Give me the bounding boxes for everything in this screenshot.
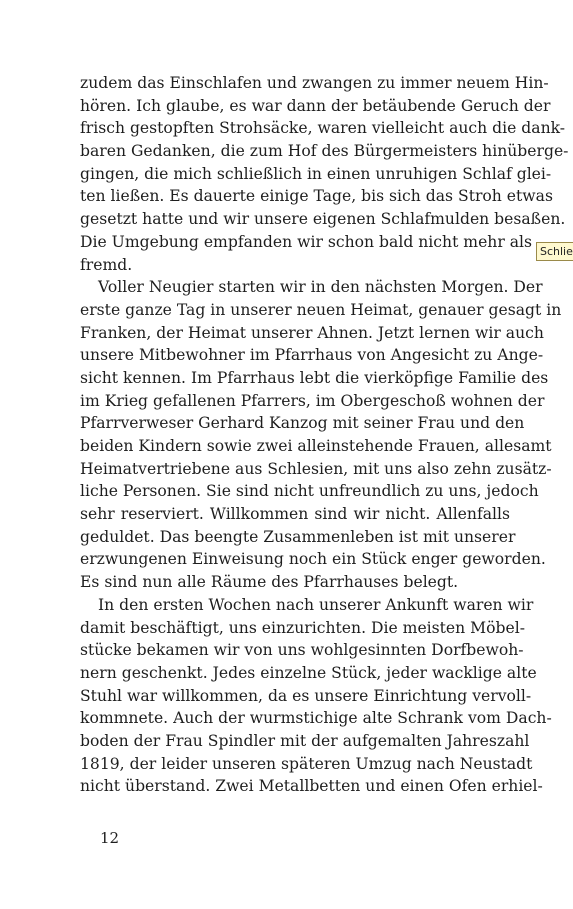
text-line: Voller Neugier starten wir in den nächsten Morgen. Der [98,278,543,297]
text-line: erste ganze Tag in unserer neuen Heimat, genauer gesagt in [80,300,562,319]
text-line: nern geschenkt. Jedes einzelne Stück, jeder wacklige alte [80,663,537,682]
text-line: erzwungenen Einweisung noch ein Stück enger geworden. [80,550,546,569]
text-line: 1819, der leider unseren späteren Umzug nach Neustadt [80,754,533,773]
text-line: Franken, der Heimat unserer Ahnen. Jetzt lernen wir auch [80,323,544,342]
text-line: zudem das Einschlafen und zwangen zu immer neuem Hin- [80,74,549,92]
margin-annotation-note[interactable]: Schlie [536,242,573,261]
text-line: stücke bekamen wir von uns wohlgesinnten Dorfbewoh- [80,641,524,660]
text-line: In den ersten Wochen nach unserer Ankunft waren wir [98,595,534,614]
page-number: 12 [100,829,120,847]
text-line: kommnete. Auch der wurmstichige alte Schrank vom Dach- [80,709,552,728]
text-line: fremd. [80,255,133,274]
page-body-text [80,72,569,798]
text-line: gingen, die mich schließlich in einen unruhigen Schlaf glei- [80,164,552,183]
text-line: Stuhl war willkommen, da es unsere Einrichtung vervoll- [80,686,532,705]
text-line: ten ließen. Es dauerte einige Tage, bis sich das Stroh etwas [80,187,553,206]
text-line: hören. Ich glaube, es war dann der betäubende Geruch der [80,96,551,115]
text-line: damit beschäftigt, uns einzurichten. Die meisten Möbel- [80,618,525,637]
text-line: Die Umgebung empfanden wir schon bald nicht mehr als [80,232,533,251]
text-line: sicht kennen. Im Pfarrhaus lebt die vierköpfige Familie des [80,368,549,387]
text-line: boden der Frau Spindler mit der aufgemalten Jahreszahl [80,731,530,750]
text-line: Pfarrverweser Gerhard Kanzog mit seiner Frau und den [80,414,525,433]
text-line: im Krieg gefallenen Pfarrers, im Obergeschoß wohnen der [80,391,545,410]
text-line: nicht überstand. Zwei Metallbetten und einen Ofen erhiel- [80,777,543,796]
text-line: gesetzt hatte und wir unsere eigenen Schlafmulden besaßen. [80,210,566,229]
text-line: beiden Kindern sowie zwei alleinstehende Frauen, allesamt [80,437,552,455]
text-line: frisch gestopften Strohsäcke, waren vielleicht auch die dank- [80,119,566,138]
text-line: Heimatvertriebene aus Schlesien, mit uns also zehn zusätz- [80,459,552,478]
text-line: Es sind nun alle Räume des Pfarrhauses belegt. [80,573,459,592]
text-line: unsere Mitbewohner im Pfarrhaus von Angesicht zu Ange- [80,346,544,365]
text-line: geduldet. Das beengte Zusammenleben ist mit unserer [80,527,516,546]
text-line: liche Personen. Sie sind nicht unfreundlich zu uns, jedoch [80,482,539,501]
text-line: baren Gedanken, die zum Hof des Bürgermeisters hinüberge- [80,142,569,161]
text-line: sehr reserviert. Willkommen sind wir nicht. Allenfalls [80,505,510,524]
